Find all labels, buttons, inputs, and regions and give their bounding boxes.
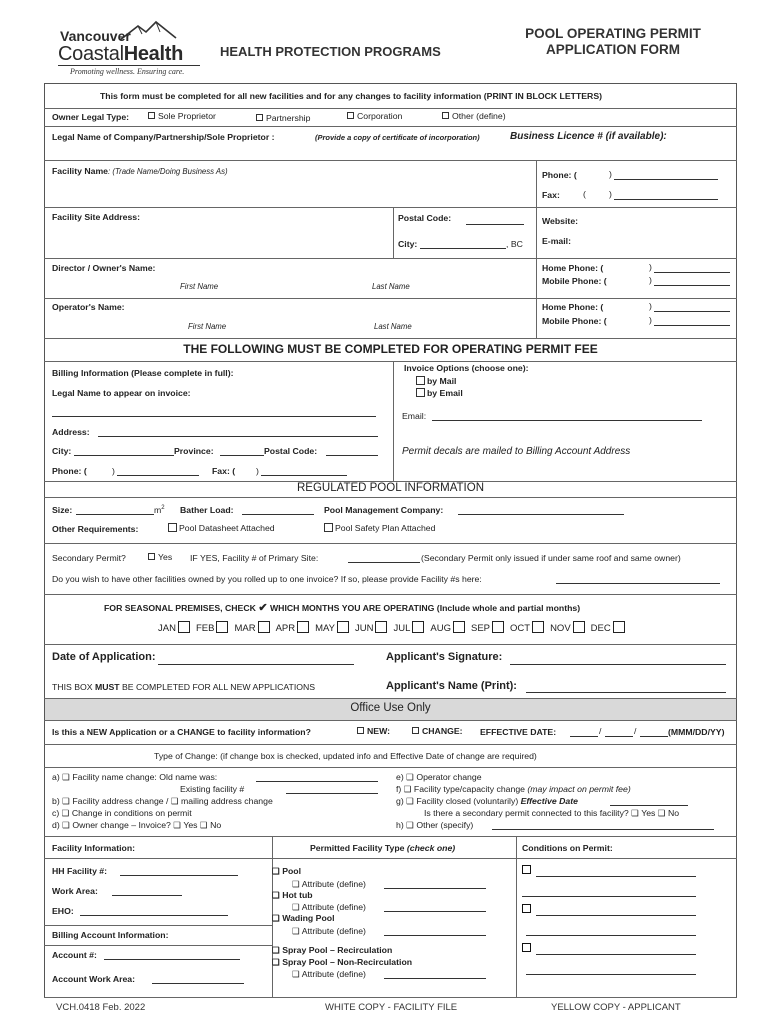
checkbox-icon bbox=[613, 621, 625, 633]
owner-type-sole[interactable]: Sole Proprietor bbox=[148, 111, 216, 121]
condition-1-checkbox[interactable] bbox=[522, 865, 531, 875]
change-f[interactable]: f) ❑ Facility type/capacity change (may impact on permit fee) bbox=[396, 784, 631, 794]
eho-label: EHO: bbox=[52, 906, 74, 916]
owner-type-partnership[interactable]: Partnership bbox=[256, 113, 310, 123]
month-dec[interactable]: DEC bbox=[591, 621, 627, 634]
applicant-name-label: Applicant's Name (Print): bbox=[386, 680, 517, 692]
checkbox-icon bbox=[412, 621, 424, 633]
billing-info-label: Billing Information (Please complete in full): bbox=[52, 368, 234, 378]
effective-date-label: EFFECTIVE DATE: bbox=[480, 727, 557, 737]
conditions-label: Conditions on Permit: bbox=[522, 843, 613, 853]
change-checkbox[interactable]: CHANGE: bbox=[412, 726, 463, 736]
director-home-phone-input[interactable] bbox=[654, 272, 730, 273]
type-of-change-label: Type of Change: (if change box is checked, updated info and Effective Date of change are required) bbox=[154, 751, 537, 761]
account-no-input[interactable] bbox=[104, 959, 240, 960]
checkbox-icon bbox=[148, 553, 155, 560]
intro-text: This form must be completed for all new facilities and for any changes to facility information (PRINT IN BLOCK LETTERS) bbox=[100, 91, 603, 101]
business-licence-label: Business Licence # (if available): bbox=[510, 131, 667, 142]
checkbox-icon bbox=[168, 523, 177, 532]
change-a-existing: Existing facility # bbox=[180, 784, 245, 794]
change-h[interactable]: h) ❑ Other (specify) bbox=[396, 820, 474, 830]
change-a[interactable]: a) ❑ Facility name change: Old name was: bbox=[52, 772, 218, 782]
change-g-secondary: Is there a secondary permit connected to this facility? ❑ Yes ❑ No bbox=[424, 808, 680, 818]
billing-fax-input[interactable] bbox=[261, 475, 347, 476]
month-mar[interactable]: MAR bbox=[234, 621, 271, 634]
checkbox-icon bbox=[178, 621, 190, 633]
logo-tagline: Promoting wellness. Ensuring care. bbox=[70, 67, 185, 76]
program-name: HEALTH PROTECTION PROGRAMS bbox=[220, 44, 441, 59]
month-jan[interactable]: JAN bbox=[158, 621, 192, 634]
postal-code-label: Postal Code: bbox=[398, 213, 452, 223]
owner-legal-type-label: Owner Legal Type: bbox=[52, 112, 130, 122]
secondary-note: (Secondary Permit only issued if under same roof and same owner) bbox=[421, 553, 681, 563]
checkbox-icon bbox=[442, 112, 449, 119]
checkbox-icon bbox=[256, 114, 263, 121]
billing-account-label: Billing Account Information: bbox=[52, 930, 169, 940]
months-row bbox=[158, 621, 627, 634]
month-apr[interactable]: APR bbox=[276, 621, 312, 634]
checkbox-icon bbox=[148, 112, 155, 119]
facility-site-address-label: Facility Site Address: bbox=[52, 212, 141, 222]
operator-home-phone-input[interactable] bbox=[654, 311, 730, 312]
month-nov[interactable]: NOV bbox=[550, 621, 587, 634]
checkbox-icon bbox=[492, 621, 504, 633]
month-sep[interactable]: SEP bbox=[471, 621, 506, 634]
type-spray-recirculation[interactable]: ❑ Spray Pool – Recirculation bbox=[272, 945, 393, 955]
checkbox-icon bbox=[522, 943, 531, 952]
legal-name-note: (Provide a copy of certificate of incorporation) bbox=[315, 133, 480, 142]
hh-facility-input[interactable] bbox=[120, 875, 238, 876]
billing-province-input[interactable] bbox=[220, 455, 264, 456]
effective-day-input[interactable] bbox=[605, 736, 633, 737]
billing-address-label: Address: bbox=[52, 427, 90, 437]
fax-input[interactable] bbox=[614, 199, 718, 200]
invoice-email-label: Email: bbox=[402, 411, 427, 421]
date-of-application-label: Date of Application: bbox=[52, 651, 156, 663]
billing-postal-label: Postal Code: bbox=[264, 446, 318, 456]
operator-mobile-phone-input[interactable] bbox=[654, 325, 730, 326]
condition-3-input[interactable] bbox=[536, 954, 696, 955]
decals-note: Permit decals are mailed to Billing Account Address bbox=[402, 446, 631, 457]
condition-2-input[interactable] bbox=[536, 915, 696, 916]
director-owner-label: Director / Owner's Name: bbox=[52, 263, 156, 273]
logo-vancouver: Vancouver bbox=[60, 28, 131, 44]
type-pool[interactable]: ❑ Pool bbox=[272, 866, 302, 876]
checkbox-icon bbox=[347, 112, 354, 119]
mgmt-company-label: Pool Management Company: bbox=[324, 505, 444, 515]
legal-name-invoice-input[interactable] bbox=[52, 416, 376, 417]
invoice-by-mail[interactable]: by Mail bbox=[414, 376, 456, 386]
type-wading-attribute[interactable]: ❑ Attribute (define) bbox=[292, 926, 366, 936]
hh-facility-label: HH Facility #: bbox=[52, 866, 108, 876]
condition-3-checkbox[interactable] bbox=[522, 943, 531, 953]
month-oct[interactable]: OCT bbox=[510, 621, 546, 634]
billing-province-label: Province: bbox=[174, 446, 214, 456]
other-requirements-label: Other Requirements: bbox=[52, 524, 139, 534]
seasonal-label: FOR SEASONAL PREMISES, CHECK ✔ WHICH MONTHS YOU ARE OPERATING (Include whole and partial months) bbox=[104, 602, 581, 614]
checkbox-icon bbox=[357, 727, 364, 734]
pool-safety-plan-checkbox[interactable]: Pool Safety Plan Attached bbox=[322, 523, 435, 533]
change-b[interactable]: b) ❑ Facility address change / ❑ mailing address change bbox=[52, 796, 273, 806]
form-code: VCH.0418 Feb. 2022 bbox=[56, 1002, 146, 1013]
billing-phone-label: Phone: ( bbox=[52, 466, 87, 476]
logo-coastal-health: CoastalHealth bbox=[58, 43, 184, 65]
invoice-by-email[interactable]: by Email bbox=[414, 388, 463, 398]
applicant-signature-label: Applicant's Signature: bbox=[386, 651, 503, 663]
checkbox-icon bbox=[522, 865, 531, 874]
checkbox-icon bbox=[416, 388, 425, 397]
bather-load-input[interactable] bbox=[242, 514, 314, 515]
owner-type-other[interactable]: Other (define) bbox=[442, 111, 506, 121]
change-d[interactable]: d) ❑ Owner change – Invoice? ❑ Yes ❑ No bbox=[52, 820, 222, 830]
change-c[interactable]: c) ❑ Change in conditions on permit bbox=[52, 808, 192, 818]
secondary-permit-label: Secondary Permit? bbox=[52, 553, 126, 563]
box-note: THIS BOX MUST BE COMPLETED FOR ALL NEW APPLICATIONS bbox=[52, 682, 316, 692]
bather-load-label: Bather Load: bbox=[180, 505, 234, 515]
checkbox-icon bbox=[453, 621, 465, 633]
legal-name-label: Legal Name of Company/Partnership/Sole Proprietor : bbox=[52, 132, 275, 142]
website-label: Website: bbox=[542, 216, 579, 226]
applicant-name-input[interactable] bbox=[526, 692, 726, 693]
mgmt-company-input[interactable] bbox=[458, 514, 624, 515]
billing-phone-input[interactable] bbox=[117, 475, 199, 476]
phone-label: Phone: ( bbox=[542, 170, 577, 180]
operator-name-label: Operator's Name: bbox=[52, 302, 125, 312]
checkbox-icon bbox=[416, 376, 425, 385]
rollup-question: Do you wish to have other facilities owned by you rolled up to one invoice? If so, please provide Facility #s here: bbox=[52, 574, 482, 584]
change-e[interactable]: e) ❑ Operator change bbox=[396, 772, 482, 782]
director-mobile-phone-label: Mobile Phone: ( bbox=[542, 276, 607, 286]
billing-fax-label: Fax: ( bbox=[212, 466, 236, 476]
month-may[interactable]: MAY bbox=[315, 621, 351, 634]
effective-month-input[interactable] bbox=[570, 736, 598, 737]
checkmark-icon: ✔ bbox=[258, 602, 268, 614]
invoice-email-input[interactable] bbox=[432, 420, 702, 421]
operator-home-phone-label: Home Phone: ( bbox=[542, 302, 604, 312]
date-of-application-input[interactable] bbox=[158, 664, 354, 665]
applicant-signature-input[interactable] bbox=[510, 664, 726, 665]
owner-type-corporation[interactable]: Corporation bbox=[347, 111, 402, 121]
fee-heading: THE FOLLOWING MUST BE COMPLETED FOR OPERATING PERMIT FEE bbox=[183, 342, 598, 356]
form-frame bbox=[44, 83, 737, 998]
checkbox-icon bbox=[258, 621, 270, 633]
month-jun[interactable]: JUN bbox=[355, 621, 389, 634]
email-label: E-mail: bbox=[542, 236, 571, 246]
checkbox-icon bbox=[324, 523, 333, 532]
month-aug[interactable]: AUG bbox=[430, 621, 467, 634]
facility-information-label: Facility Information: bbox=[52, 843, 136, 853]
phone-input[interactable] bbox=[614, 179, 718, 180]
date-format: (MMM/DD/YY) bbox=[668, 727, 725, 737]
primary-site-label: IF YES, Facility # of Primary Site: bbox=[190, 553, 319, 563]
checkbox-icon bbox=[532, 621, 544, 633]
size-input[interactable] bbox=[76, 514, 154, 515]
new-or-change-question: Is this a NEW Application or a CHANGE to facility information? bbox=[52, 727, 311, 737]
checkbox-icon bbox=[412, 727, 419, 734]
type-spray-attribute[interactable]: ❑ Attribute (define) bbox=[292, 969, 366, 979]
account-work-area-input[interactable] bbox=[152, 983, 244, 984]
director-home-phone-label: Home Phone: ( bbox=[542, 263, 604, 273]
account-work-area-label: Account Work Area: bbox=[52, 974, 136, 984]
type-pool-attribute[interactable]: ❑ Attribute (define) bbox=[292, 879, 366, 889]
type-wading-pool[interactable]: ❑ Wading Pool bbox=[272, 913, 335, 923]
permitted-type-label: Permitted Facility Type (check one) bbox=[310, 843, 456, 853]
checkbox-icon bbox=[522, 904, 531, 913]
billing-postal-input[interactable] bbox=[326, 455, 378, 456]
pool-info-heading: REGULATED POOL INFORMATION bbox=[297, 482, 484, 494]
effective-year-input[interactable] bbox=[640, 736, 668, 737]
legal-name-invoice-label: Legal Name to appear on invoice: bbox=[52, 388, 191, 398]
facility-name-label: Facility Name: (Trade Name/Doing Business As) bbox=[52, 166, 228, 176]
office-use-heading: Office Use Only bbox=[350, 702, 431, 714]
rollup-facilities-input[interactable] bbox=[556, 583, 720, 584]
size-label: Size: bbox=[52, 505, 73, 515]
form-title-line2: APPLICATION FORM bbox=[546, 42, 680, 57]
work-area-label: Work Area: bbox=[52, 886, 98, 896]
city-label: City: bbox=[398, 239, 418, 249]
eho-input[interactable] bbox=[80, 915, 228, 916]
fax-label: Fax: bbox=[542, 190, 560, 200]
checkbox-icon bbox=[337, 621, 349, 633]
new-checkbox[interactable]: NEW: bbox=[357, 726, 390, 736]
account-no-label: Account #: bbox=[52, 950, 97, 960]
invoice-options-label: Invoice Options (choose one): bbox=[404, 363, 529, 373]
type-hot-tub-attribute[interactable]: ❑ Attribute (define) bbox=[292, 902, 366, 912]
checkbox-icon bbox=[375, 621, 387, 633]
month-feb[interactable]: FEB bbox=[196, 621, 230, 634]
operator-mobile-phone-label: Mobile Phone: ( bbox=[542, 316, 607, 326]
checkbox-icon bbox=[297, 621, 309, 633]
primary-site-input[interactable] bbox=[348, 562, 420, 563]
condition-2-checkbox[interactable] bbox=[522, 904, 531, 914]
form-title-line1: POOL OPERATING PERMIT bbox=[525, 26, 701, 41]
month-jul[interactable]: JUL bbox=[393, 621, 426, 634]
city-input[interactable] bbox=[420, 248, 506, 249]
change-g[interactable]: g) ❑ Facility closed (voluntarily) Effective Date bbox=[396, 796, 578, 806]
type-hot-tub[interactable]: ❑ Hot tub bbox=[272, 890, 313, 900]
condition-1-input[interactable] bbox=[536, 876, 696, 877]
type-spray-non-recirculation[interactable]: ❑ Spray Pool – Non-Recirculation bbox=[272, 957, 413, 967]
checkbox-icon bbox=[216, 621, 228, 633]
checkbox-icon bbox=[573, 621, 585, 633]
yellow-copy-note: YELLOW COPY - APPLICANT bbox=[551, 1002, 681, 1013]
billing-city-input[interactable] bbox=[74, 455, 174, 456]
billing-address-input[interactable] bbox=[98, 436, 378, 437]
billing-city-label: City: bbox=[52, 446, 72, 456]
white-copy-note: WHITE COPY - FACILITY FILE bbox=[325, 1002, 458, 1013]
postal-code-input[interactable] bbox=[466, 224, 524, 225]
pool-datasheet-checkbox[interactable]: Pool Datasheet Attached bbox=[166, 523, 275, 533]
director-mobile-phone-input[interactable] bbox=[654, 285, 730, 286]
secondary-yes[interactable]: Yes bbox=[148, 552, 172, 562]
work-area-input[interactable] bbox=[112, 895, 182, 896]
